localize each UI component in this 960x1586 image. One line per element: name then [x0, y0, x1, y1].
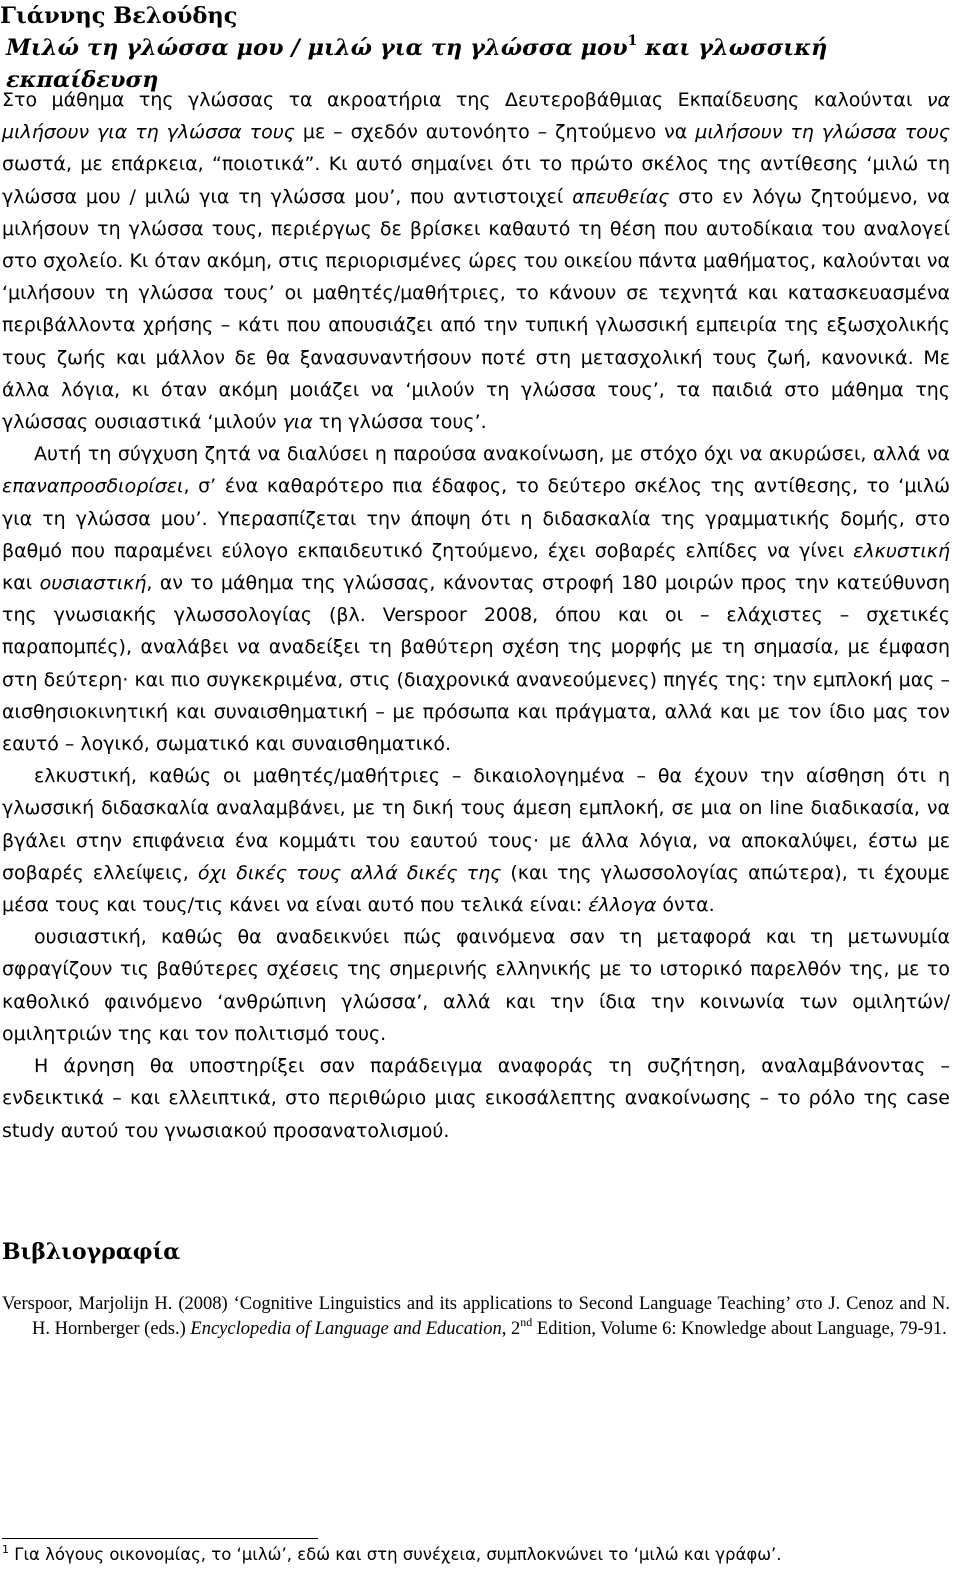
paragraph-text: Αυτή τη σύγχυση ζητά να διαλύσει η παρούσα ανακοίνωση, με στόχο όχι να ακυρώσει, αλλά να: [34, 443, 950, 466]
paragraph-text: Στο μάθημα της γλώσσας τα ακροατήρια της Δευτεροβάθμιας Εκπαίδευσης καλούνται: [2, 89, 927, 111]
emphasis-text: απευθείας: [572, 185, 670, 208]
paragraph-text: , αν το μάθημα της γλώσσας, κάνοντας στροφή 180 μοιρών προς την κατεύθυνση της γνωσιακής γλωσσολογίας (βλ. Verspoor 2008, όπου και οι – ελάχιστες – σχετικές παραπομπές), αναλάβει να αναδείξει τη βαθύτερη σχέση της μορφής με τη σημασία, με έμφαση στη δεύτερη· και πιο συγκεκριμένα, στις (διαχρονικά ανανεούμενες) πηγές της: την εμπλοκή μας – αισθησιοκινητική και συναισθηματική – με πρόσωπα και πράγματα, αλλά και με τον ίδιο μας τον εαυτό – λογικό, σωματικό και συναισθηματικό.: [2, 572, 950, 756]
footnote-ref-marker: 1: [627, 33, 638, 49]
paragraph-4: ουσιαστική, καθώς θα αναδεικνύει πώς φαινόμενα σαν τη μεταφορά και τη μετωνυμία σφραγίζουν τις βαθύτερες σχέσεις της σημερινής ελληνικής με το ιστορικό παρελθόν της, με το καθολικό φαινόμενο ‘ανθρώπινη γλώσσα’, αλλά και την ίδια την κοινωνία των ομιλητών/ομιλητριών της και τον πολιτισμό τους.: [2, 926, 950, 1045]
emphasis-text: επαναπροσδιορίσει: [2, 475, 184, 498]
paragraph-2: [2, 438, 950, 760]
paragraph-text: στο εν λόγω ζητούμενο, να μιλήσουν τη γλώσσα τους, περιέργως δε βρίσκει καθαυτό τη θέση που αυτοδίκαια του αναλογεί στο σχολείο. Κι όταν ακόμη, στις περιορισμένες ώρες του οικείου πάντα μαθήματος, καλούνται να ‘μιλήσουν τη γλώσσα τους’ οι μαθητές/μαθήτριες, το κάνουν σε τεχνητά και κατασκευασμένα περιβάλλοντα χρήσης – κάτι που απουσιάζει από την τυπική γλωσσική εμπειρία της εξωσχολικής τους ζωής και μάλλον δε θα ξανασυναντήσουν ποτέ στη μετασχολική τους ζωή, κανονικά. Με άλλα λόγια, κι όταν ακόμη μοιάζει να ‘μιλούν τη γλώσσα τους’, τα παιδιά στο μάθημα της γλώσσας ουσιαστικά ‘μιλούν: [2, 185, 950, 434]
bibliography-entry: [2, 1292, 950, 1342]
paragraph-text: , σ’ ένα καθαρότερο πια έδαφος, το δεύτερο σκέλος της αντίθεσης, το ‘μιλώ για τη γλώσσα μου’. Υπερασπίζεται την άποψη ότι η διδασκαλία της γραμματικής δομής, στο βαθμό που παραμένει εύλογο εκπαιδευτικό ζητούμενο, έχει σοβαρές ελπίδες να γίνει: [2, 475, 950, 562]
emphasis-text: ελκυστική: [853, 539, 950, 562]
emphasis-text: για: [282, 411, 313, 434]
bibliography-heading: Βιβλιογραφία: [2, 1239, 181, 1265]
paragraph-text: με – σχεδόν αυτονόητο – ζητούμενο να: [294, 121, 696, 144]
emphasis-text: έλλογα: [588, 894, 657, 917]
paragraph-text: τη γλώσσα τους’.: [312, 411, 487, 434]
paragraph-text: όντα.: [656, 894, 715, 917]
paragraph-text: ελκυστική, καθώς οι μαθητές/μαθήτριες – δικαιολογημένα – θα έχουν την αίσθηση ότι η γλωσσική διδασκαλία αναλαμβάνει, με τη δική τους άμεση εμπλοκή, σε μια on line διαδικασία, να βγάλει στην επιφάνεια ένα κομμάτι του εαυτού τους· με άλλα λόγια, να αποκαλύψει, έστω με σοβαρές ελλείψεις,: [2, 765, 950, 884]
bib-text: Verspoor, Marjolijn H. (2008) ‘Cognitive Linguistics and its applications to Second Language Teaching’ στο J. Cenoz and N. H. Hornberger (eds.): [2, 1294, 950, 1339]
emphasis-text: όχι δικές τους αλλά δικές της: [197, 861, 502, 884]
paragraph-text: και: [2, 572, 40, 595]
footnote-text: Για λόγους οικονομίας, το ‘μιλώ’, εδώ και στη συνέχεια, συμπλοκνώνει το ‘μιλώ και γράφω’.: [9, 1545, 782, 1564]
paragraph-text: σωστά, με επάρκεια, “ποιοτικά”. Κι αυτό σημαίνει ότι το πρώτο σκέλος της αντίθεσης ‘μιλώ τη γλώσσα μου / μιλώ για τη γλώσσα μου’, που αντιστοιχεί: [2, 153, 950, 208]
paper-title-rest: και γλωσσική εκπαίδευση: [6, 35, 828, 93]
emphasis-text: να μιλήσουν για τη γλώσσα τους: [2, 89, 950, 144]
footnote-divider: [2, 1538, 318, 1539]
abstract-body: [2, 84, 950, 1147]
bib-text: Edition, Volume 6: Knowledge about Language, 79-91.: [532, 1319, 947, 1339]
paragraph-3: [2, 760, 950, 921]
emphasis-text: μιλήσουν τη γλώσσα τους: [695, 121, 950, 144]
emphasis-text: ουσιαστική: [39, 572, 147, 595]
paper-title-text: Μιλώ τη γλώσσα μου / μιλώ για τη γλώσσα μου: [6, 35, 628, 61]
paragraph-text: (και της γλωσσολογίας απώτερα), τι έχουμε μέσα τους και τους/τις κάνει να είναι αυτό που τελικά είναι:: [2, 861, 950, 917]
author-name: Γιάννης Βελούδης: [0, 3, 238, 29]
footnote: [2, 1543, 950, 1567]
paragraph-1: [2, 84, 950, 438]
footnote-marker: 1: [2, 1543, 9, 1556]
bib-book-title: Encyclopedia of Language and Education: [190, 1319, 502, 1339]
paragraph-5: Η άρνηση θα υποστηρίξει σαν παράδειγμα αναφοράς τη συζήτηση, αναλαμβάνοντας – ενδεικτικά – και ελλειπτικά, στο περιθώριο μιας εικοσάλεπτης ανακοίνωσης – το ρόλο της case study αυτού του γνωσιακού προσανατολισμού.: [2, 1055, 950, 1142]
bib-text: , 2: [501, 1319, 521, 1339]
bibliography-list: [2, 1292, 950, 1342]
bib-superscript: nd: [520, 1315, 533, 1329]
